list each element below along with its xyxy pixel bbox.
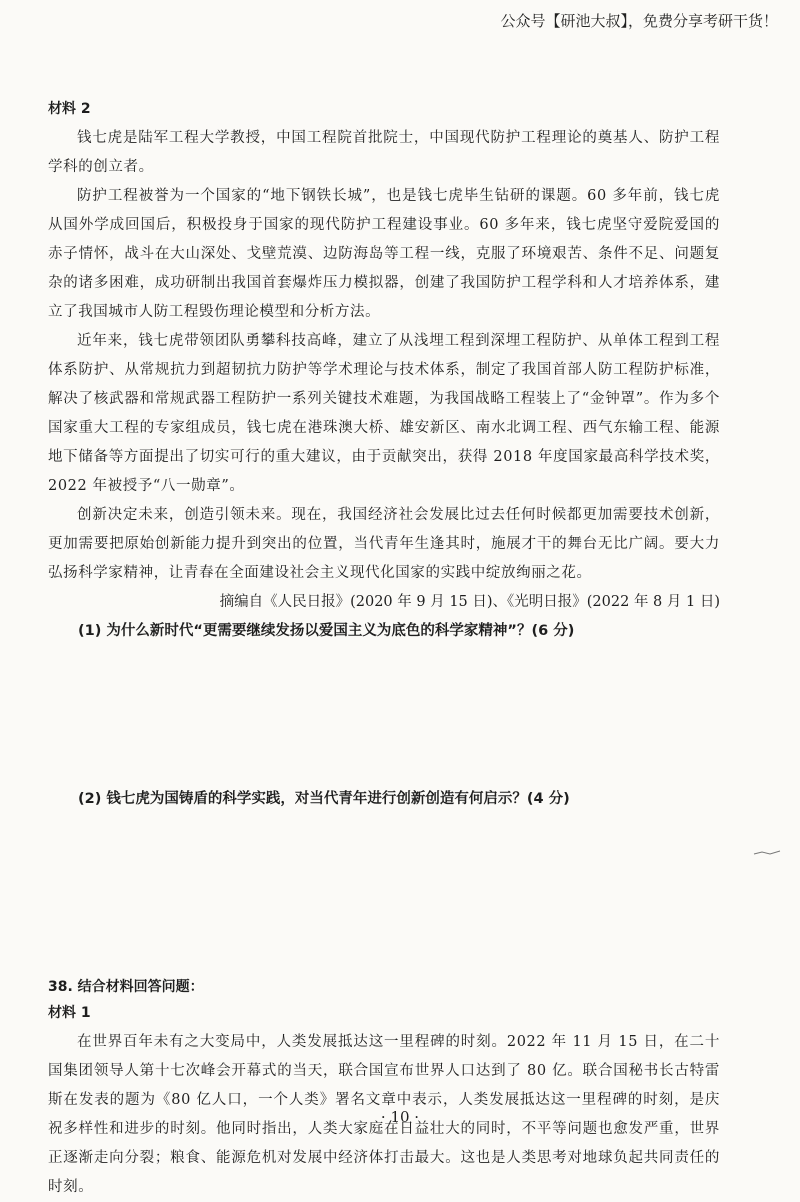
question-1: (1) 为什么新时代“更需要继续发扬以爱国主义为底色的科学家精神”？(6 分)	[78, 623, 575, 639]
question-38-title: 38. 结合材料回答问题：	[48, 979, 204, 995]
material-2-title: 材料 2	[48, 101, 91, 117]
material-2-source: 摘编自《人民日报》(2020 年 9 月 15 日)、《光明日报》(2022 年 8 月 1 日)	[219, 594, 720, 610]
page-number: · 10 ·	[380, 1108, 420, 1126]
material-1-paragraph: 在世界百年未有之大变局中，人类发展抵达这一里程碑的时刻。2022 年 11 月 15 日，在二十国集团领导人第十七次峰会开幕式的当天，联合国宣布世界人口达到了 80 亿。联合国秘书长古特雷斯在发表的题为《80 亿人口，一个人类》署名文章中表示，人类发展抵达这一里程碑的时刻，是庆祝多样性和进步的时刻。他同时指出，人类大家庭在日益壮大的同时，不平等问题也愈发严重，世界正逐渐走向分裂；粮食、能源危机对发展中经济体打击最大。这也是人类思考对地球负起共同责任的时刻。	[48, 1034, 720, 1195]
material-2-paragraph-1: 钱七虎是陆军工程大学教授，中国工程院首批院士，中国现代防护工程理论的奠基人、防护工程学科的创立者。	[48, 130, 720, 175]
material-2-paragraph-3: 近年来，钱七虎带领团队勇攀科技高峰，建立了从浅埋工程到深埋工程防护、从单体工程到工程体系防护、从常规抗力到超韧抗力防护等学术理论与技术体系，制定了我国首部人防工程防护标准，解决了核武器和常规武器工程防护一系列关键技术难题，为我国战略工程装上了“金钟罩”。作为多个国家重大工程的专家组成员，钱七虎在港珠澳大桥、雄安新区、南水北调工程、西气东输工程、能源地下储备等方面提出了切实可行的重大建议，由于贡献突出，获得 2018 年度国家最高科学技术奖，2022 年被授予“八一勋章”。	[48, 333, 720, 494]
pencil-mark	[752, 848, 782, 858]
material-2-paragraph-2: 防护工程被誉为一个国家的“地下钢铁长城”，也是钱七虎毕生钻研的课题。60 多年前，钱七虎从国外学成回国后，积极投身于国家的现代防护工程建设事业。60 多年来，钱七虎坚守爱院爱国的赤子情怀，战斗在大山深处、戈壁荒漠、边防海岛等工程一线，克服了环境艰苦、条件不足、问题复杂的诸多困难，成功研制出我国首套爆炸压力模拟器，创建了我国防护工程学科和人才培养体系，建立了我国城市人防工程毁伤理论模型和分析方法。	[48, 188, 720, 320]
page-content	[48, 98, 720, 1202]
question-2: (2) 钱七虎为国铸盾的科学实践，对当代青年进行创新创造有何启示？(4 分)	[78, 791, 570, 807]
watermark-text: 公众号【研池大叔】，免费分享考研干货！	[500, 12, 778, 30]
material-1-title: 材料 1	[48, 1005, 91, 1021]
material-2-paragraph-4: 创新决定未来，创造引领未来。现在，我国经济社会发展比过去任何时候都更加需要技术创新，更加需要把原始创新能力提升到突出的位置，当代青年生逢其时，施展才干的舞台无比广阔。要大力弘扬科学家精神，让青春在全面建设社会主义现代化国家的实践中绽放绚丽之花。	[48, 507, 720, 581]
